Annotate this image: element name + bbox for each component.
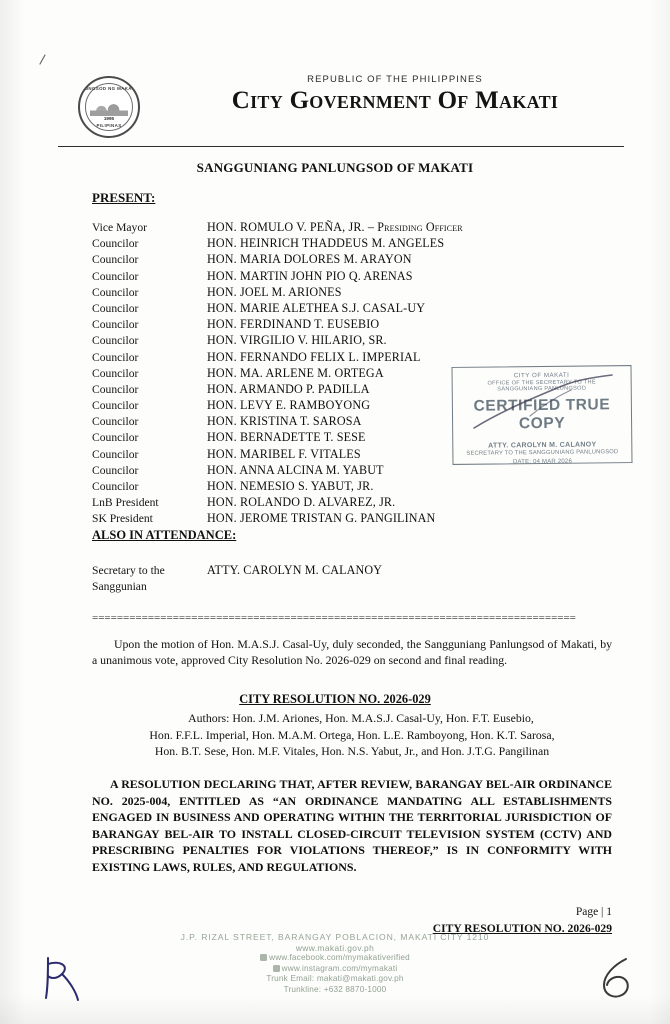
footer-facebook-text: www.facebook.com/mymakativerified (269, 953, 410, 962)
roster-row (92, 268, 610, 284)
roster-row (92, 332, 610, 348)
makati-city-seal-icon (78, 76, 140, 138)
roster-row (92, 284, 610, 300)
roster-role: Councilor (92, 382, 139, 396)
stamp-office-line-1: CITY OF MAKATI (513, 371, 570, 380)
roster-role: Councilor (92, 334, 139, 348)
document-footer (0, 932, 670, 995)
seal-top-text: LUNGSOD NG MAKATI (81, 86, 137, 91)
footer-trunkline: Trunkline: +632 8870-1000 (283, 984, 387, 994)
roster-name: HON. VIRGILIO V. HILARIO, SR. (207, 333, 387, 348)
roster-role: Councilor (92, 269, 139, 283)
footer-instagram-text: www.instagram.com/mymakati (281, 963, 398, 973)
roster-role: Vice Mayor (92, 221, 147, 234)
republic-line: REPUBLIC OF THE PHILIPPINES (307, 74, 483, 85)
footer-facebook (0, 953, 670, 964)
roster-name: HON. KRISTINA T. SAROSA (207, 414, 362, 429)
roster-role: Councilor (92, 285, 139, 299)
authors-line-1: Authors: Hon. J.M. Ariones, Hon. M.A.S.J. Casal-Uy, Hon. F.T. Eusebio, (188, 711, 534, 725)
footer-email: Trunk Email: makati@makati.gov.ph (266, 974, 404, 983)
roster-role: Councilor (92, 431, 139, 445)
footer-resolution-number: CITY RESOLUTION NO. 2026-029 (432, 922, 612, 935)
resolution-number-heading: CITY RESOLUTION NO. 2026-029 (239, 692, 431, 706)
roster-row (92, 494, 610, 510)
section-separator: ============================================================================== (92, 612, 576, 624)
seal-bottom-text: PILIPINAS (96, 123, 122, 128)
roster-name: HON. LEVY E. RAMBOYONG (207, 398, 371, 413)
facebook-icon (260, 954, 267, 961)
roster-role: Councilor (92, 301, 139, 315)
certified-true-copy-stamp (451, 365, 632, 465)
roster-row (92, 478, 610, 494)
stamp-office-line-3: SANGGUNIANG PANLUNGSOD (497, 385, 587, 393)
stamp-date: DATE: 04 MAR 2026 (512, 458, 573, 466)
instagram-icon (273, 965, 280, 972)
footer-website: www.makati.gov.ph (295, 942, 375, 953)
roster-role: LnB President (92, 496, 159, 510)
present-label: PRESENT: (92, 190, 156, 205)
roster-row (92, 219, 610, 235)
page-title: SANGGUNIANG PANLUNGSOD OF MAKATI (196, 160, 474, 175)
page-number: Page | 1 (575, 906, 612, 918)
roster-name: HON. NEMESIO S. YABUT, JR. (207, 479, 374, 493)
roster-name: HON. ROLANDO D. ALVAREZ, JR. (207, 495, 396, 510)
secretary-name: ATTY. CAROLYN M. CALANOY (207, 563, 383, 577)
authors-line-3: Hon. B.T. Sese, Hon. M.F. Vitales, Hon. N.S. Yabut, Jr., and Hon. J.T.G. Pangilinan (154, 744, 550, 759)
roster-name: HON. MA. ARLENE M. ORTEGA (207, 365, 384, 380)
secretary-role: Secretary to the Sanggunian (92, 564, 165, 593)
handwritten-initials-mark (38, 952, 90, 1004)
footer-address: J.P. RIZAL STREET, BARANGAY POBLACION, MAKATI CITY 1210 (180, 932, 490, 942)
roster-row (92, 235, 610, 251)
roster-name: HON. MARTIN JOHN PIO Q. ARENAS (207, 268, 413, 283)
roster-name: HON. ARMANDO P. PADILLA (207, 381, 370, 396)
roster-name: HON. ROMULO V. PEÑA, JR. – Presiding Officer (207, 220, 463, 234)
also-in-attendance-label: ALSO IN ATTENDANCE: (92, 528, 237, 542)
city-government-title: City Government Of Makati (231, 87, 559, 114)
roster-role: Councilor (92, 463, 139, 477)
stamp-office-line-2: OFFICE OF THE SECRETARY TO THE (487, 379, 596, 387)
header-titles (170, 74, 620, 115)
roster-role: Councilor (92, 447, 139, 461)
roster-row (92, 349, 610, 365)
authors-block (92, 710, 612, 760)
seal-year: 1995 (103, 116, 115, 121)
roster-role: Councilor (92, 253, 139, 267)
authors-line-2: Hon. F.F.L. Imperial, Hon. M.A.M. Ortega, Hon. L.E. Ramboyong, Hon. K.T. Sarosa, (149, 727, 555, 742)
roster-row (92, 510, 610, 526)
roster-role: Councilor (92, 366, 139, 380)
roster-row (92, 300, 610, 316)
header-divider (58, 146, 624, 147)
roster-name: HON. JEROME TRISTAN G. PANGILINAN (207, 511, 436, 526)
roster-name: HON. MARIE ALETHEA S.J. CASAL-UY (207, 300, 426, 315)
roster-row (92, 316, 610, 332)
roster-name: HON. BERNADETTE T. SESE (207, 430, 366, 445)
roster-role: Councilor (92, 399, 139, 413)
document-header (60, 60, 620, 140)
roster-name: HON. MARIA DOLORES M. ARAYON (207, 252, 412, 267)
roster-role: Councilor (92, 480, 139, 493)
handwritten-page-mark (596, 955, 640, 1001)
roster-role: Councilor (92, 318, 139, 332)
stamp-secretary-name: ATTY. CAROLYN M. CALANOY (488, 441, 597, 450)
stamp-certified-text: CERTIFIED TRUE COPY (473, 396, 611, 433)
roster-name: HON. MARIBEL F. VITALES (207, 446, 361, 461)
scan-tick-mark (38, 52, 54, 68)
roster-name: HON. HEINRICH THADDEUS M. ANGELES (207, 236, 445, 251)
motion-paragraph: Upon the motion of Hon. M.A.S.J. Casal-Uy, duly seconded, the Sangguniang Panlungsod of Makati, by a unanimous vote, approved City Resolution No. 2026-029 on second and final reading. (92, 637, 612, 668)
footer-instagram (0, 964, 670, 975)
resolution-body: A RESOLUTION DECLARING THAT, AFTER REVIEW, BARANGAY BEL-AIR ORDINANCE NO. 2025-004, ENTITLED AS “AN ORDINANCE MANDATING ALL ESTABLISHMENTS ENGAGED IN BUSINESS AND OPERATING WITHIN THE TERRITORIAL JURISDICTION OF BARANGAY BEL-AIR TO INSTALL CLOSED-CIRCUIT TELEVISION SYSTEM (CCTV) AND PRESCRIBING PENALTIES FOR VIOLATIONS THEREOF,” IS IN CONFORMITY WITH EXISTING LAWS, RULES, AND REGULATIONS. (92, 777, 612, 874)
roster-role: Councilor (92, 415, 139, 429)
roster-name: HON. ANNA ALCINA M. YABUT (207, 462, 384, 477)
roster-name: HON. JOEL M. ARIONES (207, 284, 342, 299)
roster-name: HON. FERNANDO FELIX L. IMPERIAL (207, 349, 421, 364)
roster-role: Councilor (92, 237, 139, 251)
seal-emblem (90, 100, 128, 116)
roster-role: Councilor (92, 350, 139, 364)
roster-role: SK President (92, 512, 153, 526)
roster-row (92, 251, 610, 267)
roster-name: HON. FERDINAND T. EUSEBIO (207, 317, 380, 332)
stamp-secretary-title: SECRETARY TO THE SANGGUNIANG PANLUNGSOD (466, 449, 619, 457)
